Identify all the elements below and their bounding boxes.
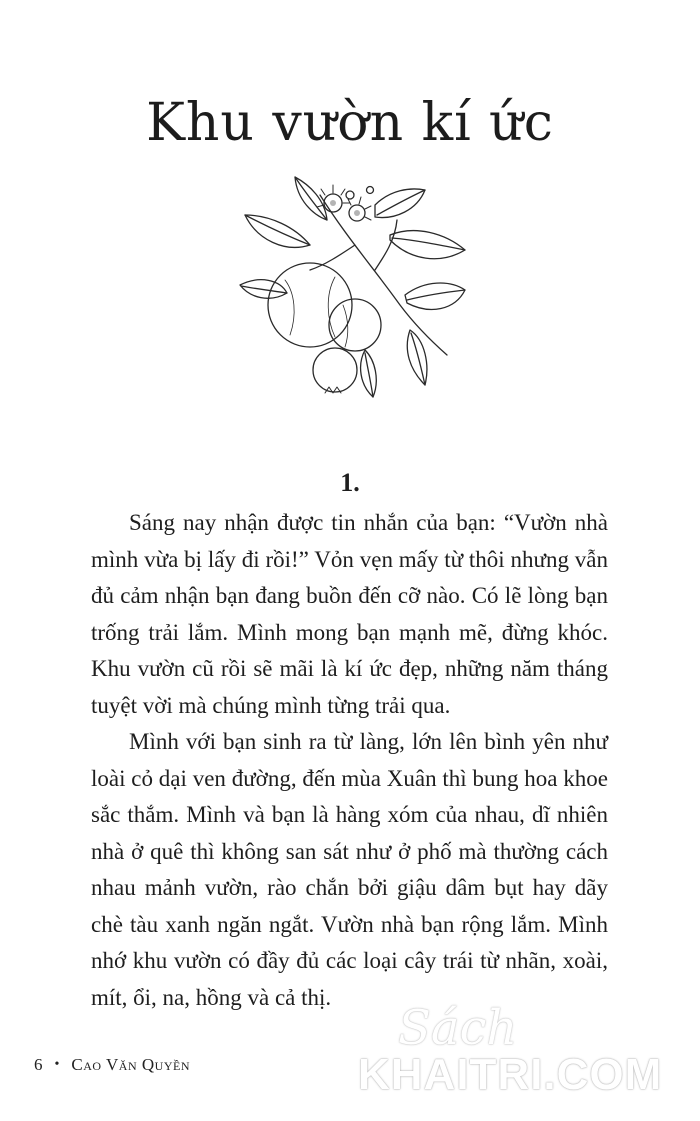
watermark-script: Sách <box>398 1000 518 1056</box>
body-text <box>91 505 608 1016</box>
footer-separator: • <box>54 1057 60 1072</box>
chapter-title: Khu vườn kí ức <box>146 92 554 153</box>
guava-branch-icon <box>225 165 475 415</box>
author-name: Cao Văn Quyền <box>71 1055 190 1074</box>
page-footer <box>34 1055 190 1075</box>
paragraph: Sáng nay nhận được tin nhắn của bạn: “Vườn nhà mình vừa bị lấy đi rồi!” Vỏn vẹn mấy từ thôi nhưng vẫn đủ cảm nhận bạn đang buồn đến cỡ nào. Có lẽ lòng bạn trống trải lắm. Mình mong bạn mạnh mẽ, đừng khóc. Khu vườn cũ rồi sẽ mãi là kí ức đẹp, những năm tháng tuyệt vời mà chúng mình từng trải qua. <box>91 510 608 718</box>
section-number: 1. <box>340 468 360 497</box>
watermark-logo <box>358 1000 688 1110</box>
page-number: 6 <box>34 1055 43 1074</box>
paragraph: Mình với bạn sinh ra từ làng, lớn lên bình yên như loài cỏ dại ven đường, đến mùa Xuân thì bung hoa khoe sắc thắm. Mình và bạn là hàng xóm của nhau, dĩ nhiên nhà ở quê thì không san sát như ở phố mà thường cách nhau mảnh vườn, rào chắn bởi giậu dâm bụt hay dãy chè tàu xanh ngăn ngắt. Vườn nhà bạn rộng lắm. Mình nhớ khu vườn có đầy đủ các loại cây trái từ nhãn, xoài, mít, ổi, na, hồng và cả thị. <box>91 729 608 1010</box>
watermark-brand: KHAITRI.COM <box>358 1050 663 1099</box>
